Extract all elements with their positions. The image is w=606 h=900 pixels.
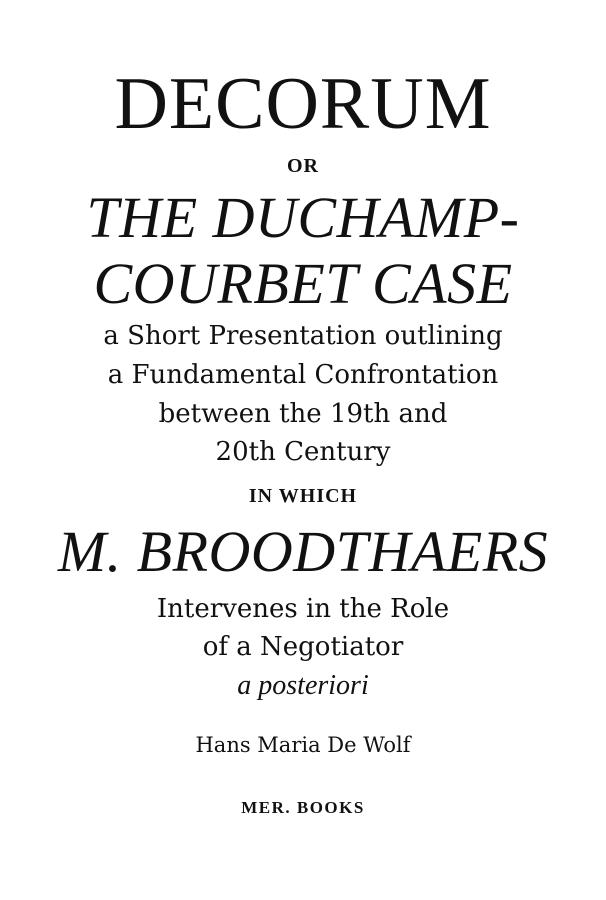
description-line-1: a Short Presentation outlining (103, 321, 503, 351)
description-line-3: between the 19th and (158, 399, 448, 429)
description-line-2: a Fundamental Confrontation (107, 360, 499, 390)
qualifier: a posteriori (237, 670, 369, 701)
main-title: DECORUM (114, 63, 492, 145)
description-line-4: 20th Century (215, 437, 391, 467)
subtitle-line-2: COURBET CASE (93, 251, 513, 316)
author-name: Hans Maria De Wolf (195, 733, 411, 757)
role-line-1: Intervenes in the Role (156, 594, 450, 624)
publisher-name: MER. BOOKS (241, 798, 365, 817)
role-line-2: of a Negotiator (202, 632, 404, 662)
connector-or: OR (287, 155, 319, 177)
connector-in-which: IN WHICH (248, 485, 358, 507)
subtitle-line-1: THE DUCHAMP- (86, 185, 520, 250)
featured-name: M. BROODTHAERS (57, 519, 549, 584)
